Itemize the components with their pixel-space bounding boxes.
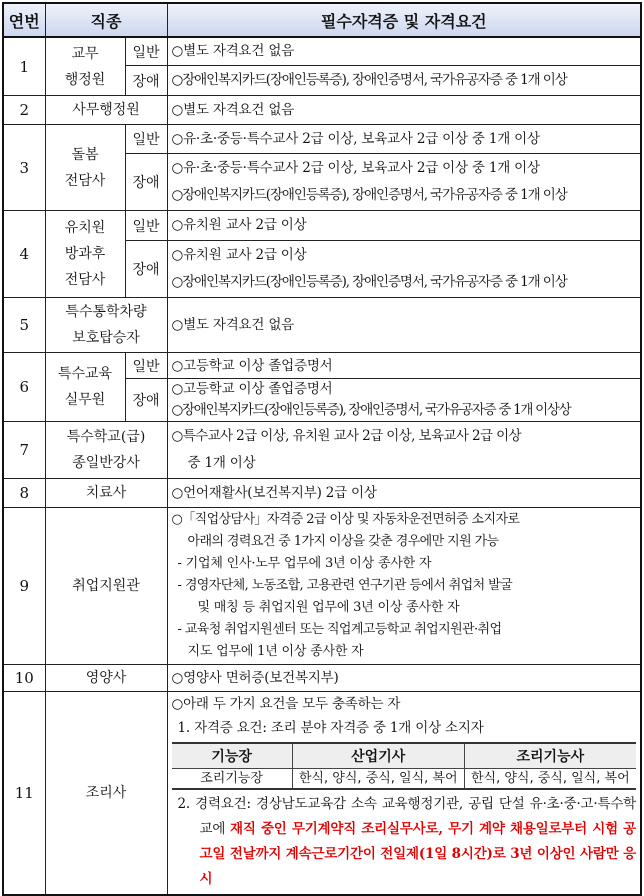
job-title — [45, 353, 125, 422]
table-header — [3, 3, 641, 37]
sub-disabled: 장애 — [125, 379, 167, 422]
req-line: - 경영자단체, 노동조합, 고용관련 연구기관 등에서 취업처 발굴 — [177, 578, 513, 593]
req-line: ○영양사 면허증(보건복지부) — [171, 670, 339, 686]
req-line: 아래의 경력요건 중 1가지 이상을 갖춘 경우에만 지원 가능 — [187, 534, 499, 549]
req-line: ○특수교사 2급 이상, 유치원 교사 2급 이상, 보육교사 2급 이상 — [171, 428, 521, 444]
requirement — [167, 665, 641, 692]
requirement — [167, 379, 641, 422]
job-line: 특수교육 — [57, 366, 113, 382]
requirement — [167, 298, 641, 353]
req-line: ○고등학교 이상 졸업증명서 — [171, 357, 333, 374]
table-row — [3, 422, 641, 479]
table-row — [3, 298, 641, 353]
requirement — [167, 479, 641, 508]
job-title: 영양사 — [45, 665, 167, 692]
row-number: 2 — [3, 96, 45, 125]
requirement — [167, 422, 641, 479]
row-number: 11 — [3, 692, 45, 896]
table-row — [3, 37, 641, 66]
requirement — [167, 154, 641, 211]
req-line: 및 매칭 등 취업지원 업무에 3년 이상 종사한 자 — [197, 600, 460, 615]
requirement — [167, 692, 641, 896]
job-line: 방과후 — [64, 246, 106, 262]
qualification-table — [2, 2, 642, 896]
cert-cell: 조리기능장 — [172, 769, 293, 790]
career-text: 2. 경력요건: 경상남도교육감 소속 교육행정기관, 공립 단설 유·초·중·고·특수학교에 — [177, 796, 636, 837]
table-row — [3, 665, 641, 692]
req-line: ○아래 두 가지 요건을 모두 충족하는 자 — [171, 696, 401, 712]
sub-disabled: 장애 — [125, 66, 167, 96]
requirement — [167, 66, 641, 96]
req-line: - 기업체 인사·노무 업무에 3년 이상 종사한 자 — [177, 556, 432, 571]
table-row — [3, 353, 641, 379]
job-line: 전담사 — [64, 172, 106, 189]
sub-disabled: 장애 — [125, 154, 167, 211]
req-line: ○유·초·중등·특수교사 2급 이상, 보육교사 2급 이상 중 1개 이상 — [171, 160, 540, 176]
job-title — [45, 37, 125, 96]
job-title — [45, 422, 167, 479]
job-line: 보호탑승자 — [72, 330, 140, 346]
job-line: 돌봄 — [71, 146, 99, 163]
req-line: ○장애인복지카드(장애인등록증), 장애인증명서, 국가유공자증 중 1개 이상상 — [171, 402, 571, 418]
cert-header: 기능장 — [172, 743, 293, 769]
req-line: ○「직업상담사」자격증 2급 이상 및 자동차운전면허증 소지자로 — [171, 512, 520, 527]
job-line: 유치원 — [64, 220, 106, 236]
requirement — [167, 125, 641, 154]
req-line: ○별도 자격요건 없음 — [171, 101, 295, 118]
sub-general: 일반 — [125, 125, 167, 154]
table-row — [3, 508, 641, 665]
job-line: 특수학교(급) — [66, 429, 146, 445]
job-line: 특수통학차량 — [65, 304, 147, 320]
sub-disabled: 장애 — [125, 241, 167, 298]
row-number: 8 — [3, 479, 45, 508]
req-line: 1. 자격증 요건: 조리 분야 자격증 중 1개 이상 소지자 — [177, 720, 484, 736]
header-job: 직종 — [45, 3, 167, 37]
row-number: 7 — [3, 422, 45, 479]
row-number: 1 — [3, 37, 45, 96]
cert-cell: 한식, 양식, 중식, 일식, 복어 — [464, 769, 636, 790]
req-line: - 교육청 취업지원센터 또는 직업계고등학교 취업지원관·취업 — [177, 622, 502, 637]
job-line: 행정원 — [64, 71, 106, 88]
requirement — [167, 353, 641, 379]
job-title — [45, 125, 125, 211]
row-number: 6 — [3, 353, 45, 422]
req-line: ○유·초·중등·특수교사 2급 이상, 보육교사 2급 이상 중 1개 이상 — [171, 130, 540, 147]
table-row — [3, 692, 641, 896]
table-row — [3, 125, 641, 154]
req-line: ○별도 자격요건 없음 — [171, 43, 295, 59]
row-number: 5 — [3, 298, 45, 353]
job-line: 종일반강사 — [72, 455, 140, 471]
job-title — [45, 298, 167, 353]
row-number: 3 — [3, 125, 45, 211]
req-line: 지도 업무에 1년 이상 종사한 자 — [187, 644, 364, 659]
requirement — [167, 96, 641, 125]
req-line: ○장애인복지카드(장애인등록증), 장애인증명서, 국가유공자증 중 1개 이상 — [171, 187, 567, 203]
sub-general: 일반 — [125, 211, 167, 241]
row-number: 4 — [3, 211, 45, 298]
req-line: ○언어재활사(보건복지부) 2급 이상 — [171, 484, 377, 501]
job-title: 취업지원관 — [45, 508, 167, 665]
job-line: 교무 — [71, 45, 99, 62]
job-title: 사무행정원 — [45, 96, 167, 125]
req-line: 중 1개 이상 — [187, 455, 256, 471]
row-number: 9 — [3, 508, 45, 665]
req-line: ○별도 자격요건 없음 — [171, 316, 295, 333]
sub-general: 일반 — [125, 37, 167, 66]
header-req: 필수자격증 및 자격요건 — [167, 3, 641, 37]
job-title: 조리사 — [45, 692, 167, 896]
table-row — [3, 96, 641, 125]
row-number: 10 — [3, 665, 45, 692]
cert-header: 조리기능사 — [464, 743, 636, 769]
job-line: 실무원 — [64, 392, 106, 408]
req-line: ○장애인복지카드(장애인등록증), 장애인증명서, 국가유공자증 중 1개 이상 — [171, 72, 567, 88]
career-requirement — [172, 792, 636, 892]
requirement — [167, 37, 641, 66]
cert-table — [172, 742, 636, 790]
sub-general: 일반 — [125, 353, 167, 379]
job-title: 치료사 — [45, 479, 167, 508]
career-highlight: 재직 중인 무기계약직 조리실무사로, 무기 계약 채용일로부터 시험 공고일 전날까지 계속근로기간이 전일제(1일 8시간)로 3년 이상인 사람만 응시 — [199, 821, 636, 887]
job-line: 전담사 — [64, 272, 106, 288]
req-line: ○고등학교 이상 졸업증명서 — [171, 381, 333, 397]
table-row — [3, 479, 641, 508]
header-no: 연번 — [3, 3, 45, 37]
req-line: ○유치원 교사 2급 이상 — [171, 217, 307, 233]
requirement — [167, 508, 641, 665]
req-line: ○장애인복지카드(장애인등록증), 장애인증명서, 국가유공자증 중 1개 이상 — [171, 274, 567, 290]
cert-header: 산업기사 — [292, 743, 464, 769]
req-line: ○유치원 교사 2급 이상 — [171, 247, 307, 263]
cert-cell: 한식, 양식, 중식, 일식, 복어 — [292, 769, 464, 790]
table-row — [3, 211, 641, 241]
job-title — [45, 211, 125, 298]
requirement — [167, 241, 641, 298]
requirement — [167, 211, 641, 241]
